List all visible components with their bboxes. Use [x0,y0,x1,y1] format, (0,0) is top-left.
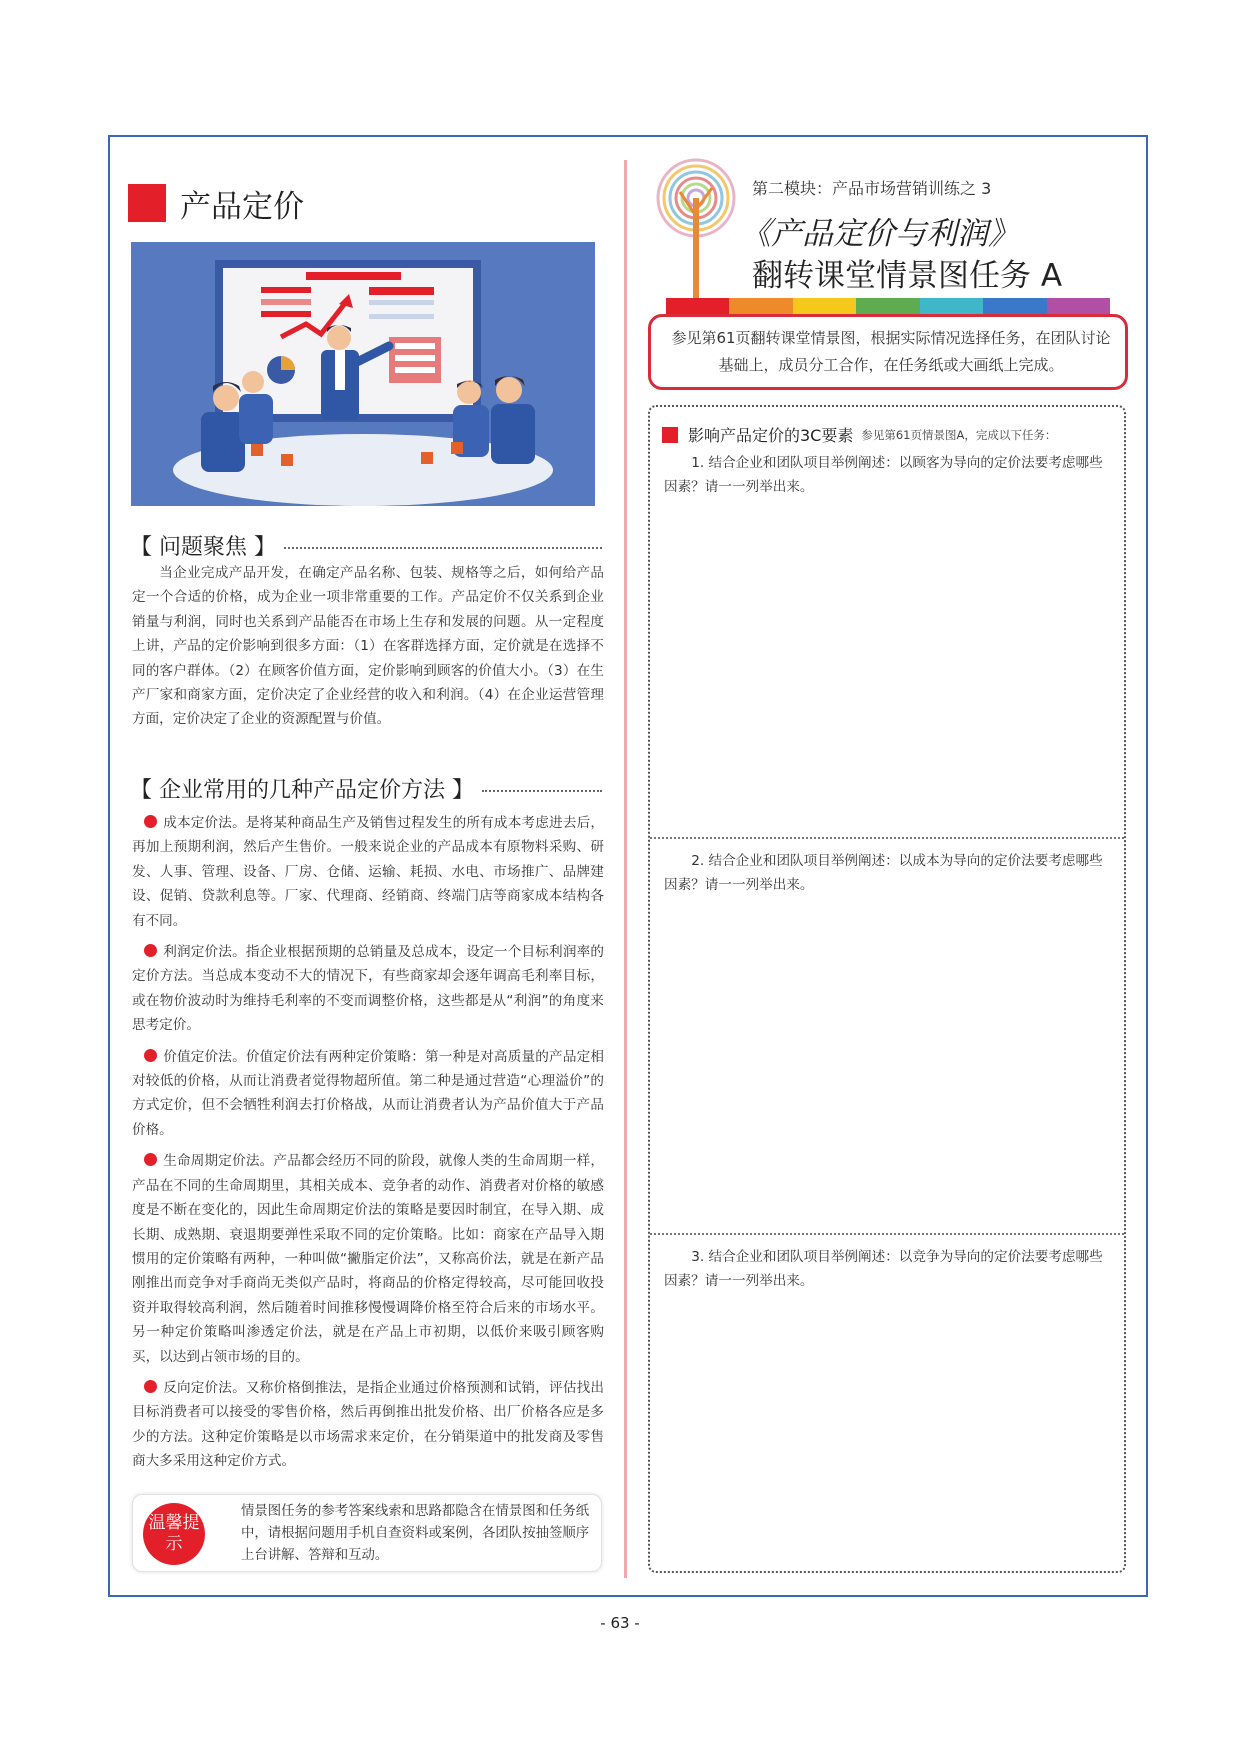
task-marker [662,427,678,443]
methods-heading [130,773,602,804]
meeting-illustration [131,242,595,506]
problem-heading [130,530,602,561]
module-label: 第二模块：产品市场营销训练之 3 [752,179,992,198]
bullet-dot [144,1049,157,1062]
task-heading [662,423,1056,446]
method-item [132,1376,604,1474]
task-box [648,405,1126,1573]
tip-badge: 温馨提示 [143,1503,205,1565]
question-3: 3. 结合企业和团队项目举例阐述：以竞争为导向的定价法要考虑哪些因素？请一一列举出来。 [664,1249,1103,1289]
task-heading-title: 影响产品定价的3C要素 [688,426,854,445]
method-text: 生命周期定价法。产品都会经历不同的阶段，就像人类的生命周期一样，产品在不同的生命周期里，其相关成本、竞争者的动作、消费者对价格的敏感度是不断在变化的，因此生命周期定价法的策略是要因时制宜，在导入期、成长期、成熟期、衰退期要弹性采取不同的定价策略。比如：商家在产品导入期惯用的定价策略有两种，一种叫做“撇脂定价法”，又称高价法，就是在新产品刚推出而竞争对手商尚无类似产品时，将商品的价格定得较高，尽可能回收投资并取得较高利润，然后随着时间推移慢慢调降价格至符合后来的市场水平。另一种定价策略叫渗透定价法，就是在产品上市初期，以低价来吸引顾客购买，以达到占领市场的目的。 [132,1153,604,1365]
question-1: 1. 结合企业和团队项目举例阐述：以顾客为导向的定价法要考虑哪些因素？请一一列举出来。 [664,455,1103,495]
tip-box [132,1494,602,1572]
instruction-box [648,314,1128,390]
task-heading-subtitle: 参见第61页情景图A，完成以下任务： [861,427,1057,442]
page-number: - 63 - [600,1614,640,1632]
main-title-line2: 翻转课堂情景图任务 A [752,258,1063,294]
bullet-dot [144,944,157,957]
method-item [132,1045,604,1143]
question-2: 2. 结合企业和团队项目举例阐述：以成本为导向的定价法要考虑哪些因素？请一一列举出来。 [664,853,1103,893]
task-divider [650,837,1124,839]
method-text: 利润定价法。指企业根据预期的总销量及总成本，设定一个目标利润率的定价方法。当总成本变动不大的情况下，有些商家却会逐年调高毛利率目标，或在物价波动时为维持毛利率的不变而调整价格，这些都是从“利润”的角度来思考定价。 [132,944,604,1034]
method-text: 价值定价法。价值定价法有两种定价策略：第一种是对高质量的产品定相对较低的价格，从而让消费者觉得物超所值。第二种是通过营造“心理溢价”的方式定价，但不会牺牲利润去打价格战，从而让消费者认为产品价值大于产品价格。 [132,1048,604,1138]
method-item [132,940,604,1038]
problem-text: 当企业完成产品开发，在确定产品名称、包装、规格等之后，如何给产品定一个合适的价格，成为企业一项非常重要的工作。产品定价不仅关系到企业销量与利润，同时也关系到产品能否在市场上生存和发展的问题。从一定程度上讲，产品的定价影响到很多方面：（1）在客群选择方面，定价就是在选择不同的客户群体。（2）在顾客价值方面，定价影响到顾客的价值大小。（3）在生产厂家和商家方面，定价决定了企业经营的收入和利润。（4）在企业运营管理方面，定价决定了企业的资源配置与价值。 [132,565,604,728]
task-divider [650,1233,1124,1235]
problem-heading-text: 【 问题聚焦 】 [130,535,276,560]
dot-leader [284,547,602,549]
method-item [132,1149,604,1369]
section-title [128,183,304,223]
tip-text: 情景图任务的参考答案线索和思路都隐含在情景图和任务纸中，请根据问题用手机自查资料或案例，各团队按抽签顺序上台讲解、答辩和互动。 [241,1504,590,1563]
section-title-text: 产品定价 [180,188,304,225]
methods-heading-text: 【 企业常用的几种产品定价方法 】 [130,778,474,803]
method-text: 反向定价法。又称价格倒推法，是指企业通过价格预测和试销，评估找出目标消费者可以接受的零售价格，然后再倒推出批发价格、出厂价格各应是多少的方法。这种定价策略是以市场需求来定价，在分销渠道中的批发商及零售商大多采用这种定价方式。 [132,1379,604,1470]
column-divider [624,160,627,1578]
method-text: 成本定价法。是将某种商品生产及销售过程发生的所有成本考虑进去后，再加上预期利润，然后产生售价。一般来说企业的产品成本有原物料采购、研发、人事、管理、设备、厂房、仓储、运输、耗损、水电、市场推广、品牌建设、促销、贷款利息等。厂家、代理商、经销商、终端门店等商家成本结构各有不同。 [132,815,604,929]
main-title-line1: 《产品定价与利润》 [740,216,1019,252]
tree-logo-icon [654,158,738,300]
bullet-dot [144,1380,157,1393]
methods-list [132,811,604,1481]
title-marker [128,184,166,222]
bullet-dot [144,815,157,828]
instruction-text: 参见第61页翻转课堂情景图，根据实际情况选择任务，在团队讨论基础上，成员分工合作，在任务纸或大画纸上完成。 [671,329,1111,374]
bullet-dot [144,1153,157,1166]
dot-leader [482,790,602,792]
method-item [132,811,604,933]
